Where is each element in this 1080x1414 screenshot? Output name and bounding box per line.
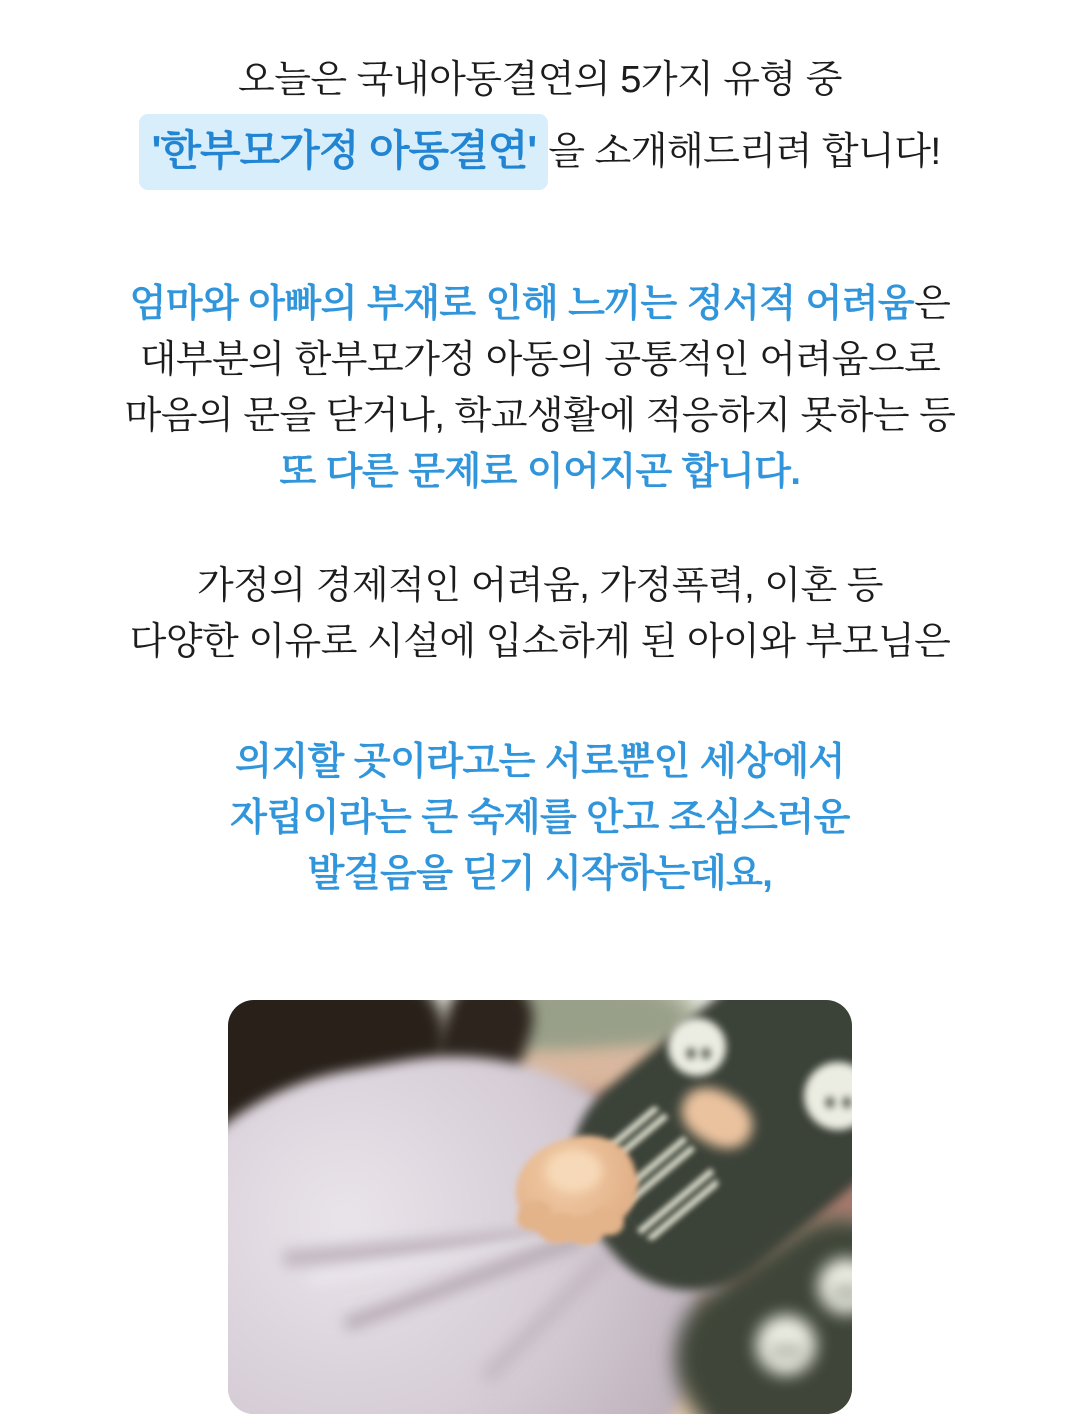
photo-sleeve-pattern-spot [668,1018,726,1076]
photo-child-knuckle-highlight [546,1150,602,1192]
highlighted-sponsorship-type: '한부모가정 아동결연' [139,114,548,190]
blue-paragraph-line: 자립이라는 큰 숙제를 안고 조심스러운 [230,797,850,839]
blue-paragraph-line: 발걸음을 딛기 시작하는데요, [307,853,773,895]
blue-paragraph-line: 의지할 곳이라고는 서로뿐인 세상에서 [235,741,845,783]
paragraph-line [0,276,1080,332]
intro-line2 [0,114,1080,190]
photo-child-hand-grabbing-parent-shoulder [228,1000,852,1414]
intro-block [0,52,1080,190]
emphasis-blue-text: 엄마와 아빠의 부재로 인해 느끼는 정서적 어려움 [129,283,915,325]
photo-sleeve-pattern-spot [756,1315,816,1375]
paragraph-emotional-difficulty [0,276,1080,500]
intro-line1: 오늘은 국내아동결연의 5가지 유형 중 [238,59,842,101]
paragraph-self-reliance [0,734,1080,902]
paragraph-line: 마음의 문을 닫거나, 학교생활에 적응하지 못하는 등 [124,395,956,437]
paragraph-line: 대부분의 한부모가정 아동의 공통적인 어려움으로 [139,339,941,381]
paragraph-line: 가정의 경제적인 어려움, 가정폭력, 이혼 등 [197,565,883,607]
plain-text: 은 [914,283,951,325]
intro-line2-rest: 을 소개해드리려 합니다! [548,131,941,173]
paragraph-line: 다양한 이유로 시설에 입소하게 된 아이와 부모님은 [129,621,951,663]
emphasis-blue-line: 또 다른 문제로 이어지곤 합니다. [279,451,801,493]
paragraph-admission-reasons [0,558,1080,670]
